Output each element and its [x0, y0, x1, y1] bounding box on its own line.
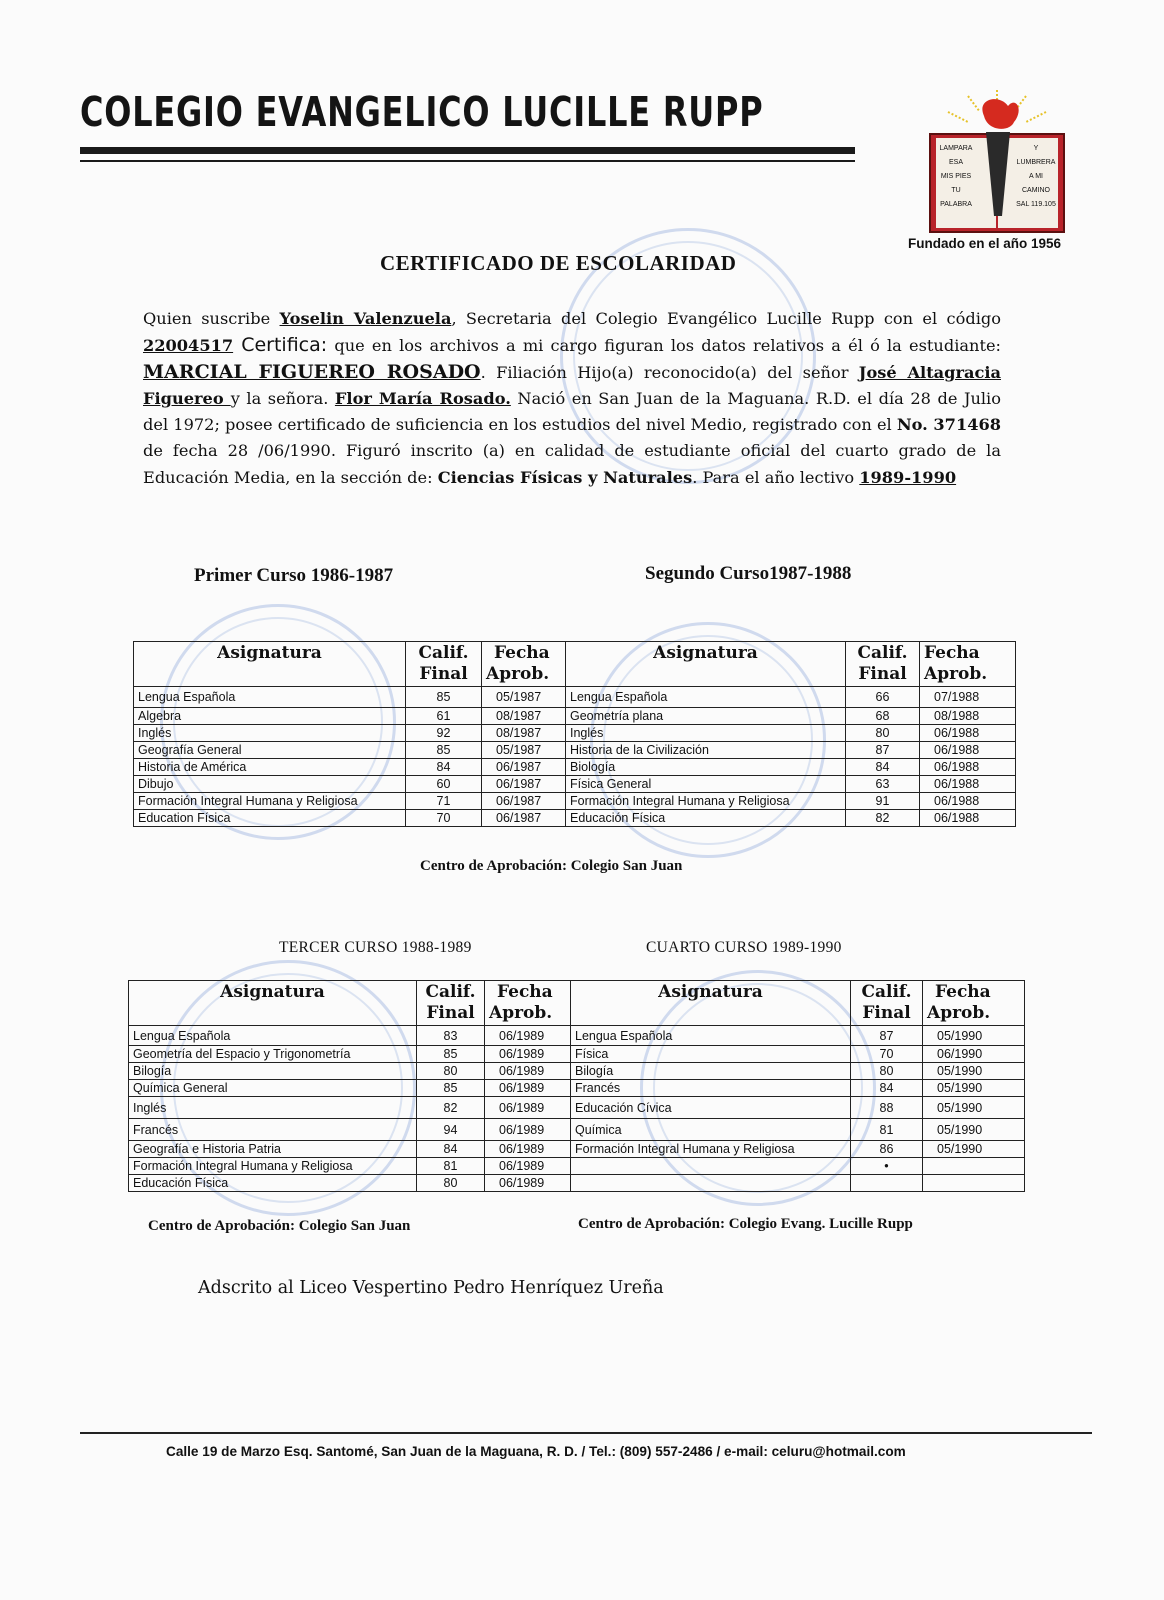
cell-grade: 63 — [846, 776, 920, 793]
cell-subject: Educación Física — [566, 810, 846, 827]
header-rule — [80, 147, 855, 154]
cell-date: 06/1987 — [482, 810, 566, 827]
header-date: Fecha Aprob. — [923, 981, 1025, 1026]
course-title-cuarto: CUARTO CURSO 1989-1990 — [646, 939, 842, 956]
table-row — [134, 759, 1016, 776]
mother-name: Flor María Rosado. — [334, 389, 511, 409]
cell-subject: Química General — [129, 1080, 417, 1097]
cell-date: 06/1990 — [923, 1046, 1025, 1063]
section-name: Ciencias Físicas y Naturales — [437, 467, 693, 487]
cell-grade: 94 — [417, 1119, 485, 1141]
text-segment: Quien suscribe — [143, 309, 280, 328]
approval-center-4: Centro de Aprobación: Colegio Evang. Lucille Rupp — [578, 1216, 913, 1232]
text-segment: . Filiación Hijo(a) reconocido(a) del señor — [480, 363, 859, 383]
cell-date: 05/1990 — [923, 1026, 1025, 1046]
founded-year: Fundado en el año 1956 — [908, 236, 1062, 251]
registration-number: No. 371468 — [896, 415, 1002, 435]
cell-grade: 80 — [851, 1063, 923, 1080]
cell-grade: 85 — [417, 1080, 485, 1097]
logo-text: ESA — [948, 159, 964, 166]
cell-date: 08/1987 — [482, 725, 566, 742]
cell-subject — [571, 1175, 851, 1192]
school-name: COLEGIO EVANGELICO LUCILLE RUPP — [80, 88, 764, 136]
header-subject: Asignatura — [134, 642, 406, 687]
cell-date: 05/1990 — [923, 1097, 1025, 1119]
cell-subject: Lengua Española — [134, 687, 406, 708]
school-year: 1989-1990 — [859, 467, 957, 487]
header-grade: Calif. Final — [851, 981, 923, 1026]
cell-grade: 87 — [846, 742, 920, 759]
cell-date: 05/1990 — [923, 1141, 1025, 1158]
cell-subject: Francés — [571, 1080, 851, 1097]
cell-grade: 84 — [851, 1080, 923, 1097]
school-code: 22004517 — [143, 336, 234, 356]
logo-text: LUMBRERA — [1016, 159, 1056, 166]
header-grade: Calif. Final — [417, 981, 485, 1026]
cell-date: 06/1987 — [482, 793, 566, 810]
cell-date: 08/1988 — [920, 708, 1016, 725]
cell-subject: Física General — [566, 776, 846, 793]
footer-rule — [80, 1432, 1092, 1434]
table-row — [134, 742, 1016, 759]
logo-text: Y — [1033, 145, 1039, 152]
cell-grade: 81 — [417, 1158, 485, 1175]
cell-date: 06/1989 — [485, 1158, 571, 1175]
cell-date: 05/1987 — [482, 742, 566, 759]
cell-grade — [851, 1175, 923, 1192]
cell-subject: Historia de América — [134, 759, 406, 776]
logo-text: CAMINO — [1022, 187, 1050, 194]
cell-subject: Formación Integral Humana y Religiosa — [129, 1158, 417, 1175]
cell-date: 06/1988 — [920, 793, 1016, 810]
cell-date: 06/1989 — [485, 1046, 571, 1063]
cell-grade: • — [851, 1158, 923, 1175]
cell-grade: 70 — [851, 1046, 923, 1063]
text-segment: Nació en San Juan de la Maguana. R.D. el día 28 de Julio del 1972; posee certificado de suficiencia en los estudios del nivel Medio, registrado con el — [143, 389, 1001, 435]
table-row — [134, 687, 1016, 708]
cell-grade: 68 — [846, 708, 920, 725]
cell-date: 08/1987 — [482, 708, 566, 725]
cell-subject: Lengua Española — [566, 687, 846, 708]
header-subject: Asignatura — [566, 642, 846, 687]
certificate-title: CERTIFICADO DE ESCOLARIDAD — [380, 251, 737, 275]
cell-subject: Biología — [566, 759, 846, 776]
logo-text: LAMPARA — [939, 145, 973, 152]
cell-subject: Lengua Española — [571, 1026, 851, 1046]
text-segment: que en los archivos a mi cargo figuran los datos relativos a él ó la estudiante: — [327, 336, 1001, 356]
cell-grade: 88 — [851, 1097, 923, 1119]
cell-date: 05/1990 — [923, 1063, 1025, 1080]
header-subject: Asignatura — [129, 981, 417, 1026]
cell-date: 06/1989 — [485, 1097, 571, 1119]
cell-date: 06/1988 — [920, 810, 1016, 827]
cell-date: 06/1987 — [482, 776, 566, 793]
cell-grade: 84 — [846, 759, 920, 776]
cell-date: 07/1988 — [920, 687, 1016, 708]
approval-center-1-2: Centro de Aprobación: Colegio San Juan — [420, 858, 683, 874]
school-logo — [928, 88, 1066, 236]
cell-subject: Inglés — [129, 1097, 417, 1119]
table-header-row — [129, 981, 1025, 1026]
header-subject: Asignatura — [571, 981, 851, 1026]
cell-subject — [571, 1158, 851, 1175]
header-grade: Calif. Final — [406, 642, 482, 687]
cell-grade: 84 — [406, 759, 482, 776]
table-row — [129, 1097, 1025, 1119]
text-segment: de fecha 28 /06/1990. Figuró inscrito (a) en calidad de estudiante oficial del cuarto grado de la Educación Media, en la sección de: — [143, 441, 1001, 487]
certification-paragraph — [143, 306, 1001, 491]
cell-subject: Bilogía — [571, 1063, 851, 1080]
cell-grade: 84 — [417, 1141, 485, 1158]
course-title-tercero: TERCER CURSO 1988-1989 — [279, 939, 472, 956]
cell-date: 05/1990 — [923, 1080, 1025, 1097]
cell-subject: Formación Integral Humana y Religiosa — [566, 793, 846, 810]
cell-date: 06/1989 — [485, 1175, 571, 1192]
logo-text: SAL 119.105 — [1016, 201, 1056, 208]
cell-grade: 87 — [851, 1026, 923, 1046]
cell-subject: Geometría del Espacio y Trigonometría — [129, 1046, 417, 1063]
cell-subject: Francés — [129, 1119, 417, 1141]
cell-subject: Dibujo — [134, 776, 406, 793]
cell-date: 05/1987 — [482, 687, 566, 708]
table-row — [134, 708, 1016, 725]
approval-center-3: Centro de Aprobación: Colegio San Juan — [148, 1218, 411, 1234]
table-header-row — [134, 642, 1016, 687]
cell-date: 06/1988 — [920, 742, 1016, 759]
cell-date: 05/1990 — [923, 1119, 1025, 1141]
cell-subject: Formación Integral Humana y Religiosa — [571, 1141, 851, 1158]
table-row — [129, 1080, 1025, 1097]
cell-grade: 81 — [851, 1119, 923, 1141]
flame-icon — [982, 99, 1018, 129]
cell-date — [923, 1175, 1025, 1192]
course-title-primero: Primer Curso 1986-1987 — [194, 565, 394, 586]
cell-grade: 60 — [406, 776, 482, 793]
cell-subject: Formación Integral Humana y Religiosa — [134, 793, 406, 810]
adscrito-note: Adscrito al Liceo Vespertino Pedro Henríquez Ureña — [198, 1278, 664, 1298]
grades-table-3-4 — [128, 980, 1025, 1192]
cell-subject: Inglés — [566, 725, 846, 742]
cell-grade: 83 — [417, 1026, 485, 1046]
table-row — [134, 776, 1016, 793]
cell-date: 06/1989 — [485, 1063, 571, 1080]
cell-subject: Bilogía — [129, 1063, 417, 1080]
header-grade: Calif. Final — [846, 642, 920, 687]
cell-grade: 85 — [417, 1046, 485, 1063]
logo-text: MIS PIES — [940, 173, 972, 180]
cell-grade: 85 — [406, 687, 482, 708]
cell-grade: 82 — [417, 1097, 485, 1119]
header-rule-thin — [80, 160, 855, 162]
cell-grade: 80 — [417, 1063, 485, 1080]
cell-subject: Lengua Española — [129, 1026, 417, 1046]
cell-date: 06/1989 — [485, 1141, 571, 1158]
table-row — [129, 1046, 1025, 1063]
cell-subject: Educación Cívica — [571, 1097, 851, 1119]
cell-subject: Geografía General — [134, 742, 406, 759]
table-row — [129, 1158, 1025, 1175]
cell-grade: 91 — [846, 793, 920, 810]
cell-subject: Educación Física — [129, 1175, 417, 1192]
cell-grade: 61 — [406, 708, 482, 725]
table-row — [129, 1063, 1025, 1080]
student-name: MARCIAL FIGUEREO ROSADO — [143, 361, 481, 384]
header-date: Fecha Aprob. — [920, 642, 1016, 687]
cell-grade: 92 — [406, 725, 482, 742]
cell-subject: Geografía e Historia Patria — [129, 1141, 417, 1158]
footer-address: Calle 19 de Marzo Esq. Santomé, San Juan de la Maguana, R. D. / Tel.: (809) 557-2486 / e-mail: celuru@hotmail.com — [166, 1444, 906, 1459]
table-row — [129, 1026, 1025, 1046]
cell-date: 06/1989 — [485, 1119, 571, 1141]
cell-grade: 66 — [846, 687, 920, 708]
grades-table-1-2 — [133, 641, 1016, 827]
cell-subject: Algebra — [134, 708, 406, 725]
text-segment: . Para el año lectivo — [692, 467, 860, 487]
table-row — [134, 810, 1016, 827]
cell-subject: Química — [571, 1119, 851, 1141]
text-segment: , Secretaria del Colegio Evangélico Lucille Rupp con el código — [451, 309, 1001, 328]
cell-date: 06/1988 — [920, 776, 1016, 793]
cell-grade: 80 — [417, 1175, 485, 1192]
text-segment: y la señora. — [230, 389, 335, 409]
table-row — [129, 1175, 1025, 1192]
cell-subject: Education Física — [134, 810, 406, 827]
cell-grade: 71 — [406, 793, 482, 810]
cell-subject: Historia de la Civilización — [566, 742, 846, 759]
table-row — [134, 725, 1016, 742]
father-name: José Altagracia Figuereo — [143, 363, 1001, 409]
cell-grade: 70 — [406, 810, 482, 827]
cell-grade: 85 — [406, 742, 482, 759]
cell-grade: 82 — [846, 810, 920, 827]
logo-text: TU — [951, 187, 961, 194]
logo-text: PALABRA — [940, 201, 972, 208]
secretary-name: Yoselin Valenzuela — [279, 309, 452, 328]
header-date: Fecha Aprob. — [482, 642, 566, 687]
cell-subject: Geometría plana — [566, 708, 846, 725]
table-row — [129, 1141, 1025, 1158]
certifica-label: Certifica: — [233, 334, 328, 357]
cell-subject: Física — [571, 1046, 851, 1063]
logo-text: A MI — [1028, 173, 1044, 180]
cell-date: 06/1988 — [920, 725, 1016, 742]
header-date: Fecha Aprob. — [485, 981, 571, 1026]
cell-date — [923, 1158, 1025, 1175]
table-row — [134, 793, 1016, 810]
course-title-segundo: Segundo Curso1987-1988 — [645, 563, 852, 584]
cell-date: 06/1987 — [482, 759, 566, 776]
cell-date: 06/1989 — [485, 1026, 571, 1046]
cell-date: 06/1988 — [920, 759, 1016, 776]
cell-grade: 80 — [846, 725, 920, 742]
table-row — [129, 1119, 1025, 1141]
cell-subject: Inglés — [134, 725, 406, 742]
cell-date: 06/1989 — [485, 1080, 571, 1097]
cell-grade: 86 — [851, 1141, 923, 1158]
